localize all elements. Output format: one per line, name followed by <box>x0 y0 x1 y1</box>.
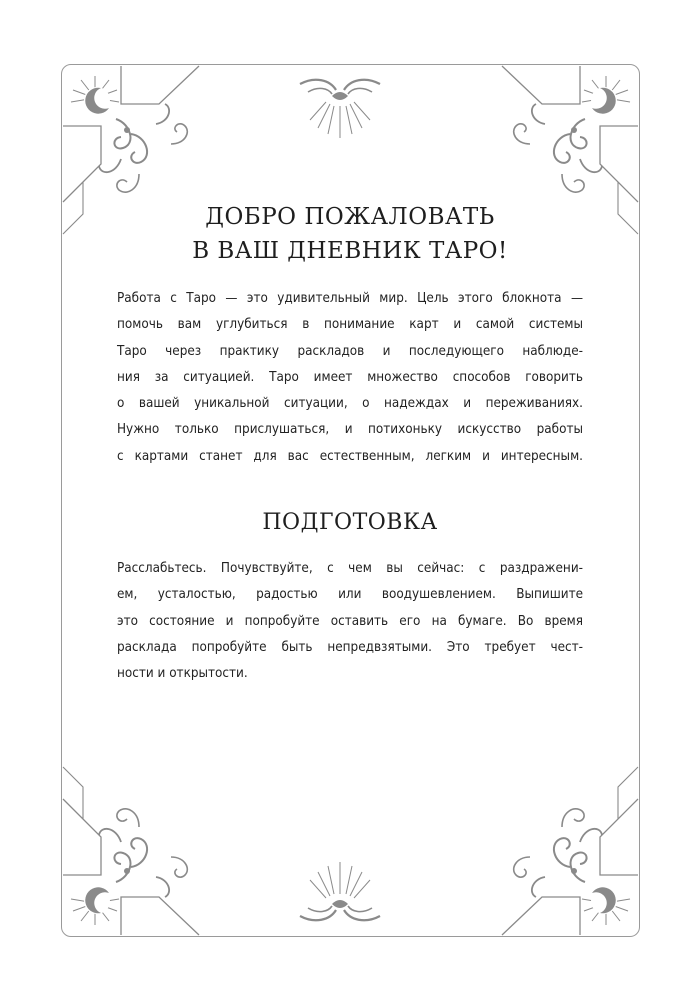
crescent-moon-flourish-icon <box>500 737 640 937</box>
paragraph-line: ния за ситуацией. Таро имеет множество способов говорить <box>117 369 583 385</box>
welcome-title-line-2: В ВАШ ДНЕВНИК ТАРО! <box>192 238 508 264</box>
paragraph-line: Нужно только прислушаться, и потихоньку искусство работы <box>117 422 583 438</box>
paragraph-line: ем, усталостью, радостью или воодушевлением. Выпишите <box>117 587 583 603</box>
paragraph-line: расклада попробуйте быть непредвзятыми. Это требует чест- <box>117 639 583 655</box>
sunburst-flourish-icon <box>290 858 390 928</box>
welcome-title <box>117 200 583 268</box>
crescent-moon-flourish-icon <box>61 737 201 937</box>
paragraph-line: это состояние и попробуйте оставить его на бумаге. Во время <box>117 613 583 629</box>
preparation-title: ПОДГОТОВКА <box>262 510 438 536</box>
paragraph-line: помочь вам углубиться в понимание карт и самой системы <box>117 317 583 333</box>
paragraph-line: Таро через практику раскладов и последующего наблюде- <box>117 343 583 359</box>
page-content <box>117 200 583 688</box>
sunburst-flourish-icon <box>290 72 390 142</box>
paragraph-line: ности и открытости. <box>117 666 248 682</box>
paragraph-line: Расслабьтесь. Почувствуйте, с чем вы сейчас: с раздражени- <box>117 561 583 577</box>
paragraph-line: о вашей уникальной ситуации, о надеждах и переживаниях. <box>117 396 583 412</box>
welcome-paragraph <box>117 286 583 470</box>
paragraph-line: Работа с Таро — это удивительный мир. Цель этого блокнота — <box>117 291 583 306</box>
preparation-paragraph <box>117 556 583 687</box>
paragraph-line: с картами станет для вас естественным, легким и интересным. <box>117 448 583 464</box>
welcome-title-line-1: ДОБРО ПОЖАЛОВАТЬ <box>205 204 495 230</box>
